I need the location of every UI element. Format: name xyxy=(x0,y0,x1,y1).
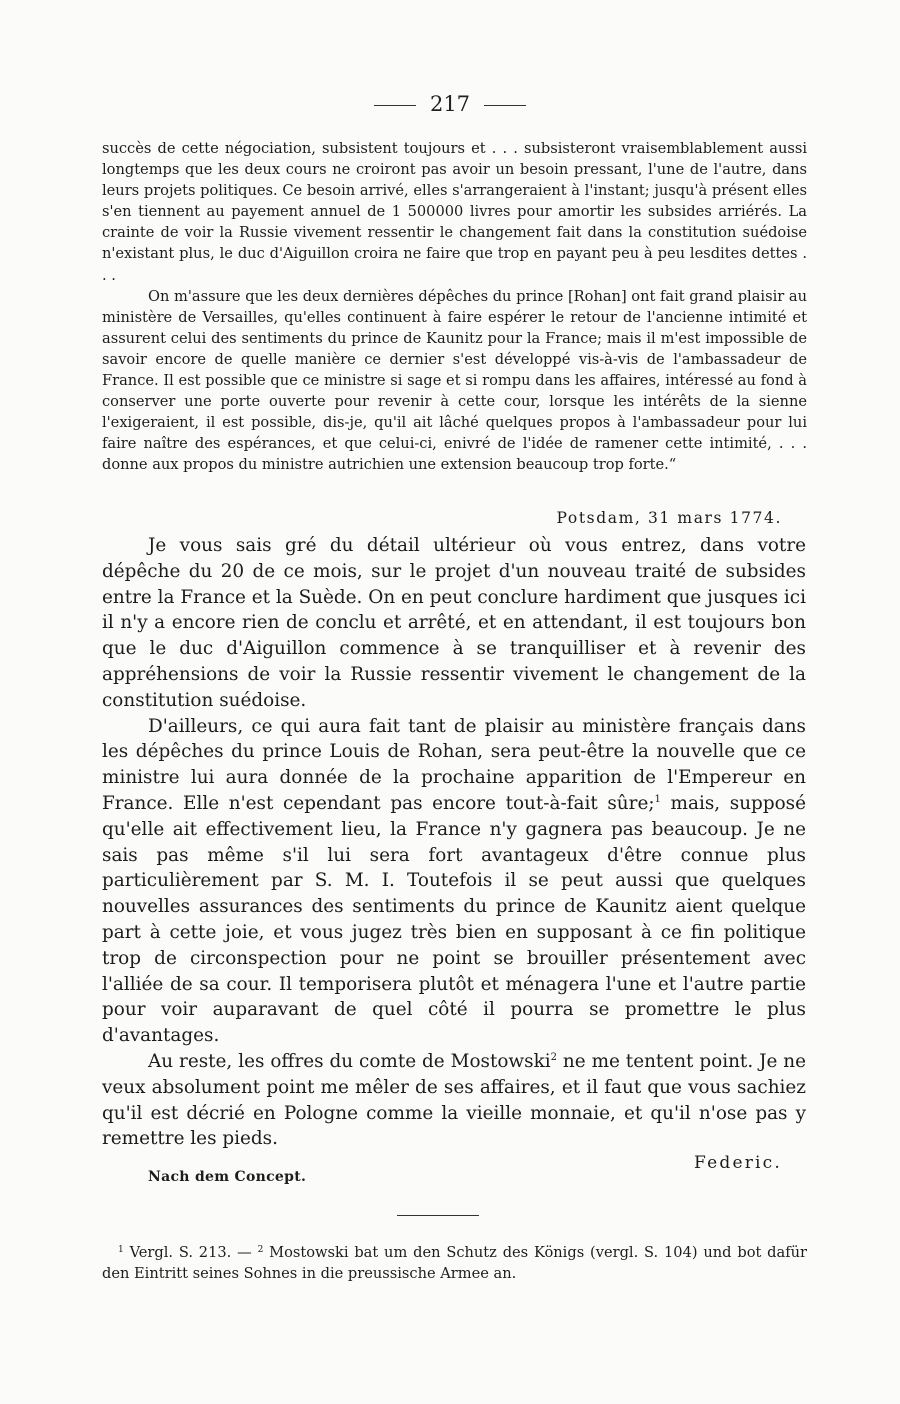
quote-paragraph: succès de cette négociation, subsistent toujours et . . . subsisteront vraisemblablement aussi longtemps que les deux cours ne croiront pas avoir un besoin pressant, l'une de l'autre, dans leurs projets politiques. Ce besoin arrivé, elles s'arrangeraient à l'instant; jusqu'à présent elles s'en tiennent au payement annuel de 1 500000 livres pour amortir les subsides arriérés. La crainte de voir la Russie vivement ressentir le changement fait dans la constitution suédoise n'existant plus, le duc d'Aiguillon croira ne faire que trop en payant peu à peu lesdites dettes . . . xyxy=(102,140,807,284)
footnote-text: Mostowski bat um den Schutz des Königs (vergl. S. 104) und bot dafür den Eintritt seines Sohnes in die preussische Armee an. xyxy=(102,1244,807,1282)
letter-text: D'ailleurs, ce qui aura fait tant de plaisir au ministère français dans les dépêches du prince Louis de Rohan, sera peut-être la nouvelle que ce ministre lui aura donnée de la prochaine apparition de l'Empereur en France. Elle n'est cependant pas encore tout-à-fait sûre; xyxy=(102,715,806,814)
dateline: Potsdam, 31 mars 1774. xyxy=(556,509,782,527)
letter-paragraph: Je vous sais gré du détail ultérieur où vous entrez, dans votre dépêche du 20 de ce mois, sur le projet d'un nouveau traité de subsides entre la France et la Suède. On en peut conclure hardiment que jusques ici il n'y a encore rien de conclu et arrêté, et en attendant, il est toujours bon que le duc d'Aiguillon commence à se tranquilliser et à revenir des appréhensions de voir la Russie ressentir vivement le changement de la constitution suédoise. xyxy=(102,535,806,711)
footnote-line xyxy=(102,1242,807,1284)
letter-body xyxy=(102,533,806,1152)
header-rule-left xyxy=(374,105,416,106)
footnote-reference: 2 xyxy=(550,1051,557,1063)
footnote-marker: 2 xyxy=(257,1245,264,1255)
quote-paragraph: On m'assure que les deux dernières dépêches du prince [Rohan] ont fait grand plaisir au ministère de Versailles, qu'elles continuent à faire espérer le retour de l'ancienne intimité et assurent celui des sentiments du prince de Kaunitz pour la France; mais il m'est impossible de savoir encore de quelle manière ce dernier s'est développé vis-à-vis de l'ambassadeur de France. Il est possible que ce ministre si sage et si rompu dans les affaires, intéressé au fond à conserver une porte ouverte pour revenir à cette cour, lorsque les intérêts de la sienne l'exigeraient, il est possible, dis-je, qu'il ait lâché quelques propos à l'ambassadeur pour lui faire naître des espérances, et que celui-ci, enivré de l'idée de ramener cette intimité, . . . donne aux propos du ministre autrichien une extension beaucoup trop forte.“ xyxy=(102,287,807,474)
letter-paragraph xyxy=(102,714,806,1049)
letter-text: ne me tentent point. Je ne veux absolument point me mêler de ses affaires, et il faut que vous sachiez qu'il est décrié en Pologne comme la vieille monnaie, et qu'il n'ose pas y remettre les pieds. xyxy=(102,1050,806,1150)
footnotes xyxy=(102,1242,807,1284)
quoted-dispatch xyxy=(102,138,807,476)
letter-text: mais, supposé qu'elle ait effectivement lieu, la France n'y gagnera pas beaucoup. Je ne sais pas même s'il lui sera fort avantageux d'être connue plus particulièrement par S. M. I. Toutefois il se peut aussi que quelques nouvelles assurances des sentiments du prince de Kaunitz aient quelque part à cette joie, et vous jugez très bien en supposant à ce fin politique trop de circonspection pour ne point se brouiller présentement avec l'alliée de sa cour. Il temporisera plutôt et ménagera l'une et l'autre partie pour voir auparavant de quel côté il pourra se promettre le plus d'avantages. xyxy=(102,792,806,1047)
footnote-marker: 1 xyxy=(118,1245,124,1255)
letter-text: Au reste, les offres du comte de Mostowski xyxy=(148,1050,551,1072)
page-number: 217 xyxy=(429,92,471,116)
signature: Federic. xyxy=(694,1153,782,1173)
footnote-reference: 1 xyxy=(654,793,661,805)
page-header xyxy=(0,92,900,116)
letter-paragraph xyxy=(102,1049,806,1152)
footnote-text: Vergl. S. 213. — xyxy=(123,1244,258,1261)
footnote-separator xyxy=(397,1215,479,1216)
source-note: Nach dem Concept. xyxy=(148,1169,307,1185)
header-rule-right xyxy=(484,105,526,106)
